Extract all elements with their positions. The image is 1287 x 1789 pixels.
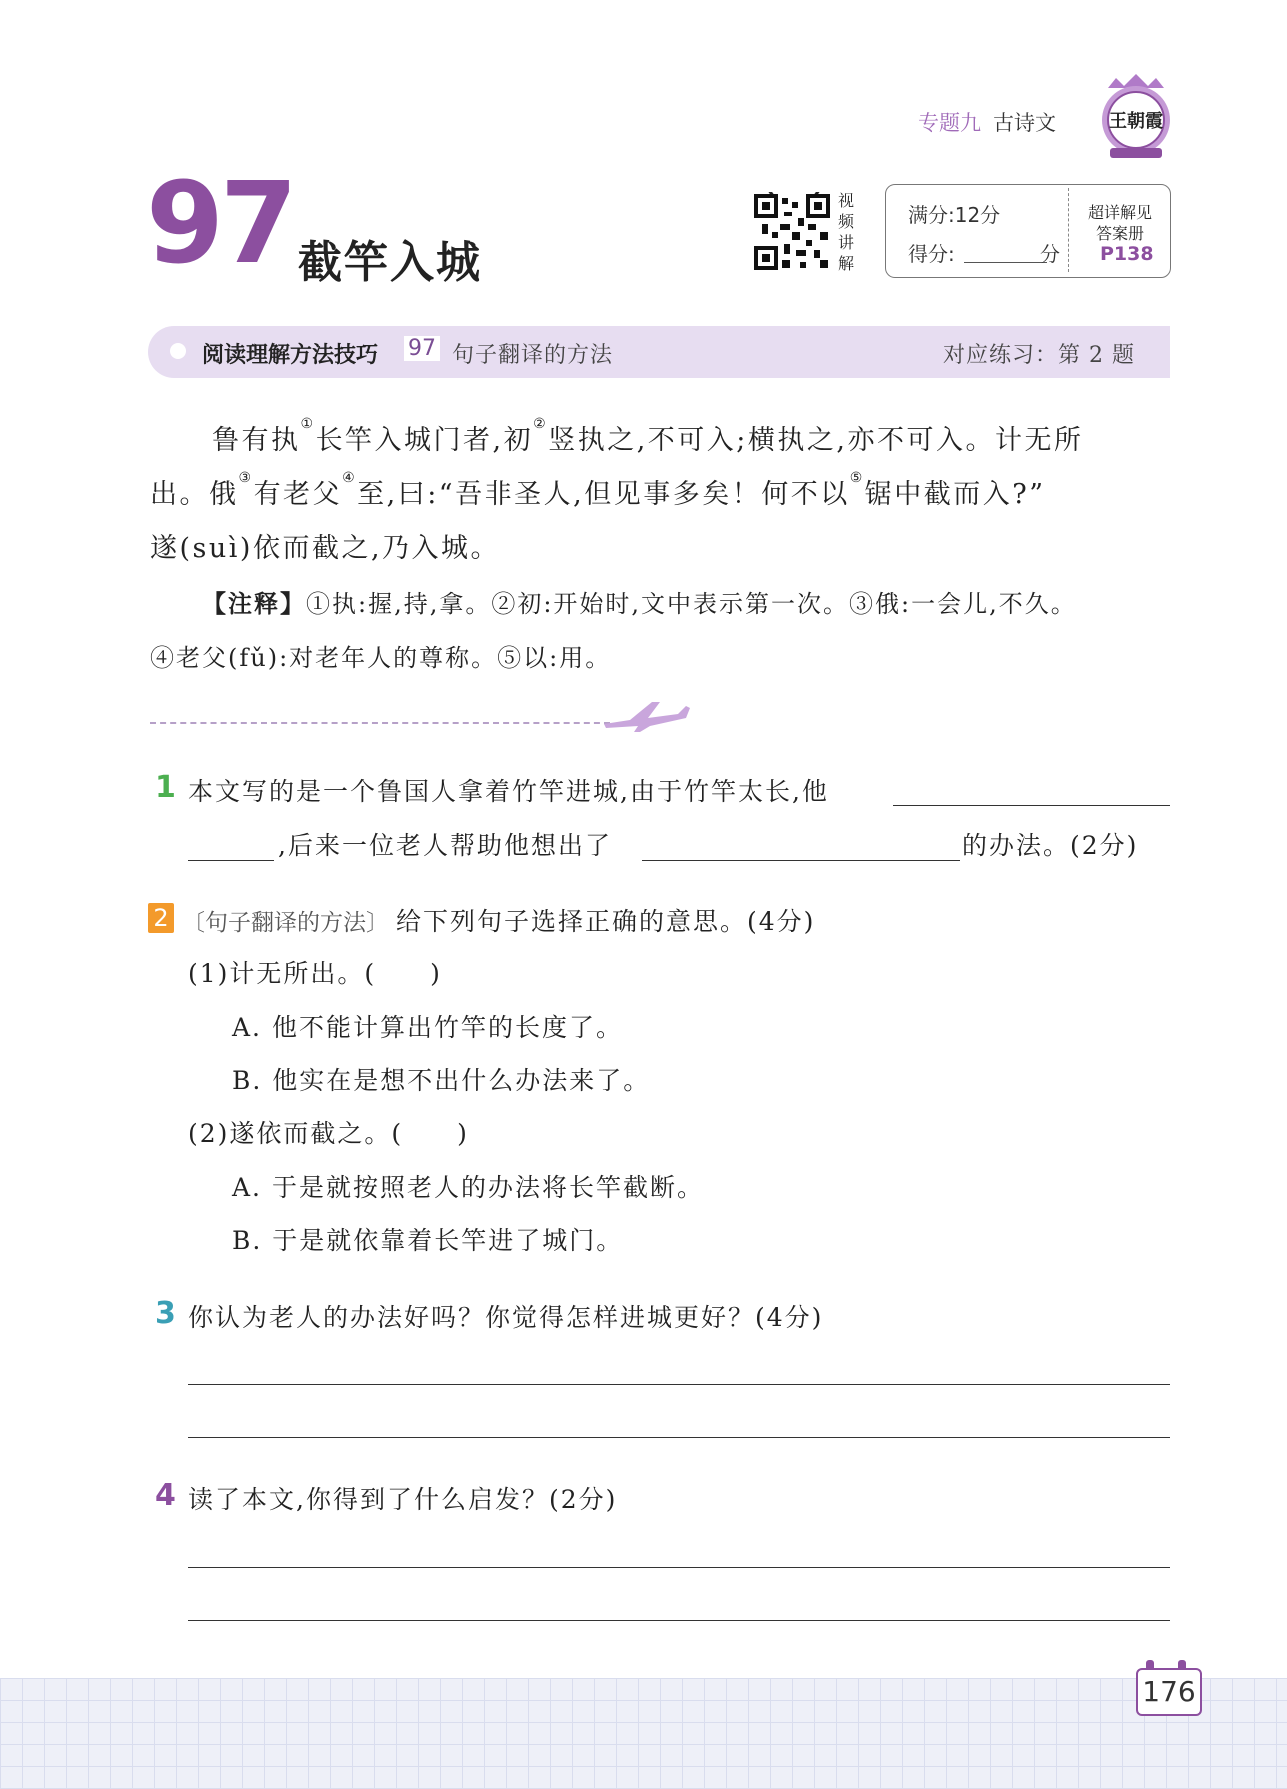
notes-label: 【注释】 bbox=[202, 590, 306, 618]
lesson-number: 97 bbox=[146, 159, 294, 289]
answer-line[interactable] bbox=[188, 1620, 1170, 1621]
topic-label: 专题九 bbox=[918, 111, 981, 135]
airplane-icon bbox=[600, 694, 692, 734]
lesson-title: 截竿入城 bbox=[298, 237, 482, 288]
answer-blank[interactable] bbox=[188, 860, 274, 861]
svg-text:王朝霞: 王朝霞 bbox=[1109, 111, 1163, 132]
choice-option[interactable]: A. 他不能计算出竹竿的长度了。 bbox=[232, 1013, 623, 1042]
bullet-icon bbox=[170, 343, 186, 359]
answer-ref-line1: 超详解见 bbox=[1088, 203, 1153, 222]
question-text: 读了本文,你得到了什么启发？(2分) bbox=[188, 1485, 618, 1514]
footer-grid bbox=[0, 1678, 1287, 1789]
question-number: 2 bbox=[148, 903, 174, 933]
question-tag: 〔句子翻译的方法〕 bbox=[182, 910, 389, 936]
page-number: 176 bbox=[1136, 1668, 1202, 1716]
method-name: 句子翻译的方法 bbox=[452, 343, 614, 368]
question-text: 本文写的是一个鲁国人拿着竹竿进城,由于竹竿太长,他 bbox=[188, 777, 829, 806]
score-input-line[interactable] bbox=[964, 262, 1047, 263]
answer-line[interactable] bbox=[188, 1437, 1170, 1438]
question-text: 的办法。(2分) bbox=[962, 831, 1139, 860]
score-full: 满分:12分 bbox=[908, 203, 1001, 227]
score-divider bbox=[1068, 188, 1069, 272]
question-text: 你认为老人的办法好吗？你觉得怎样进城更好？(4分) bbox=[188, 1303, 824, 1332]
question-number: 1 bbox=[155, 770, 176, 805]
choice-option[interactable]: A. 于是就按照老人的办法将长竿截断。 bbox=[232, 1173, 704, 1202]
answer-line[interactable] bbox=[188, 1384, 1170, 1385]
answer-blank[interactable] bbox=[642, 860, 960, 861]
sub-question[interactable]: (1)计无所出。( ) bbox=[188, 959, 442, 988]
topic-header bbox=[918, 107, 1056, 137]
passage-line: 遂(suì)依而截之,乃入城。 bbox=[150, 533, 501, 564]
method-title: 阅读理解方法技巧 bbox=[202, 343, 379, 368]
qr-code-icon[interactable] bbox=[754, 192, 834, 272]
answer-line[interactable] bbox=[188, 1567, 1170, 1568]
method-number: 97 bbox=[404, 336, 440, 361]
divider bbox=[150, 722, 610, 724]
choice-option[interactable]: B. 于是就依靠着长竿进了城门。 bbox=[232, 1226, 624, 1255]
answer-blank[interactable] bbox=[893, 805, 1170, 806]
question-text: ,后来一位老人帮助他想出了 bbox=[278, 831, 612, 860]
passage-line: 鲁有执①长竿入城门者,初②竖执之,不可入;横执之,亦不可入。计无所 bbox=[212, 416, 1084, 456]
notes: ④老父(fǔ):对老年人的尊称。⑤以:用。 bbox=[150, 644, 612, 672]
answer-page: P138 bbox=[1100, 243, 1154, 265]
score-get-label: 得分: bbox=[908, 242, 955, 266]
video-label: 视频讲解 bbox=[838, 191, 855, 273]
question-number: 4 bbox=[155, 1478, 176, 1513]
choice-option[interactable]: B. 他实在是想不出什么办法来了。 bbox=[232, 1066, 651, 1095]
answer-ref-line2: 答案册 bbox=[1096, 224, 1145, 243]
brand-logo bbox=[1096, 72, 1176, 162]
topic-name: 古诗文 bbox=[993, 111, 1056, 135]
notes: 【注释】①执:握,持,拿。②初:开始时,文中表示第一次。③俄:一会儿,不久。 bbox=[202, 590, 1077, 618]
passage-line: 出。俄③有老父④至,曰:“吾非圣人,但见事多矣！何不以⑤锯中截而入?” bbox=[150, 470, 1046, 510]
score-unit: 分 bbox=[1040, 242, 1060, 266]
method-practice-ref: 对应练习：第 2 题 bbox=[943, 343, 1135, 368]
question-number: 3 bbox=[155, 1296, 176, 1331]
question-text: 给下列句子选择正确的意思。(4分) bbox=[396, 907, 816, 936]
sub-question[interactable]: (2)遂依而截之。( ) bbox=[188, 1119, 469, 1148]
